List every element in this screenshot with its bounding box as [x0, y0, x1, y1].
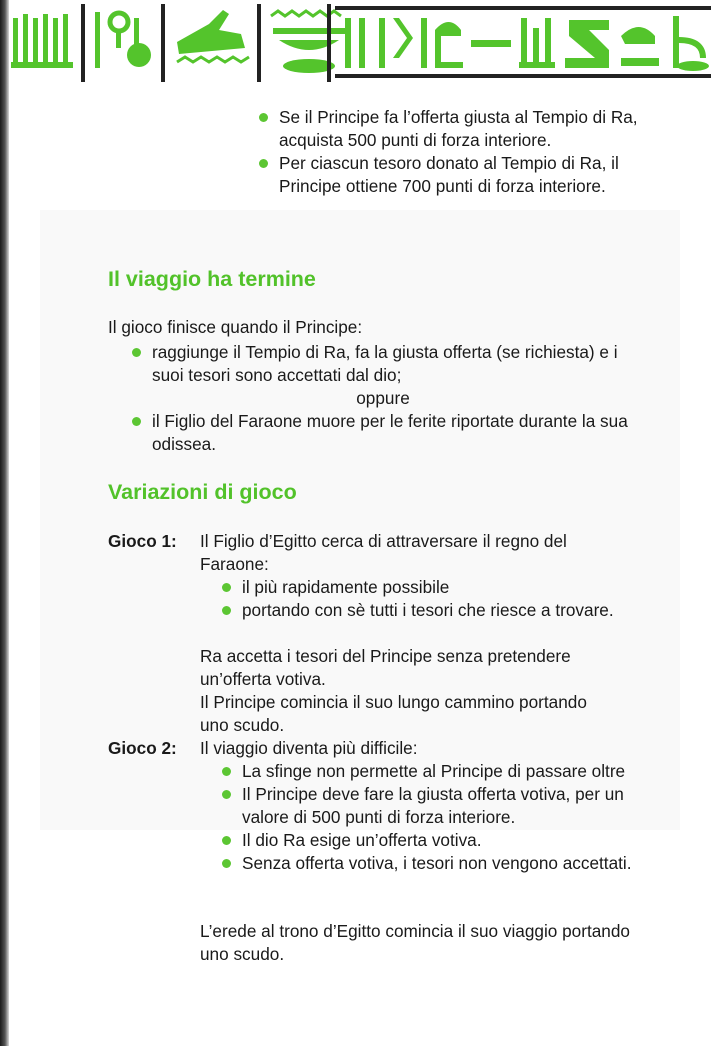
list-item: Il Principe deve fare la giusta offerta votiva, per un valore di 500 punti di forza interiore. — [218, 783, 638, 829]
bullet-icon — [222, 583, 231, 592]
list-item: raggiunge il Tempio di Ra, fa la giusta offerta (se richiesta) e i suoi tesori sono accettati dal dio; — [128, 341, 638, 387]
end-intro: Il gioco finisce quando il Principe: — [108, 317, 363, 337]
game1-label: Gioco 1: — [108, 531, 177, 551]
section-heading-end: Il viaggio ha termine — [108, 267, 316, 291]
end-conditions-list — [128, 341, 638, 456]
game2-list — [218, 760, 638, 875]
game1-note-shield: Il Principe comincia il suo lungo cammino portando uno scudo. — [200, 692, 587, 735]
bullet-icon — [222, 836, 231, 845]
score-rules-list — [255, 106, 645, 198]
list-item: il più rapidamente possibile — [218, 576, 638, 599]
or-separator: oppure — [356, 388, 410, 408]
list-item: portando con sè tutti i tesori che riesce a trovare. — [218, 599, 638, 622]
list-item: il Figlio del Faraone muore per le ferite riportate durante la sua odissea. — [128, 410, 638, 456]
bullet-icon — [222, 767, 231, 776]
list-item: Il dio Ra esige un’offerta votiva. — [218, 829, 638, 852]
bullet-icon — [259, 113, 268, 122]
game1-note-offer: Ra accetta i tesori del Principe senza pretendere un’offerta votiva. — [200, 646, 571, 689]
bullet-icon — [222, 790, 231, 799]
list-item: Senza offerta votiva, i tesori non vengono accettati. — [218, 852, 638, 875]
section-heading-variations: Variazioni di gioco — [108, 480, 297, 504]
game2-label: Gioco 2: — [108, 738, 177, 758]
bullet-icon — [222, 606, 231, 615]
game1-list — [218, 576, 638, 622]
bullet-icon — [259, 159, 268, 168]
bullet-icon — [132, 348, 141, 357]
list-item: Se il Principe fa l’offerta giusta al Tempio di Ra, acquista 500 punti di forza interiore. — [255, 106, 645, 152]
bullet-icon — [222, 859, 231, 868]
bullet-icon — [132, 417, 141, 426]
list-item: Per ciascun tesoro donato al Tempio di Ra, il Principe ottiene 700 punti di forza interiore. — [255, 152, 645, 198]
list-item: La sfinge non permette al Principe di passare oltre — [218, 760, 638, 783]
game2-intro: Il viaggio diventa più difficile: — [200, 738, 418, 758]
game2-note-shield: L’erede al trono d’Egitto comincia il suo viaggio portando uno scudo. — [200, 921, 630, 964]
game1-intro: Il Figlio d’Egitto cerca di attraversare il regno del Faraone: — [200, 531, 567, 574]
